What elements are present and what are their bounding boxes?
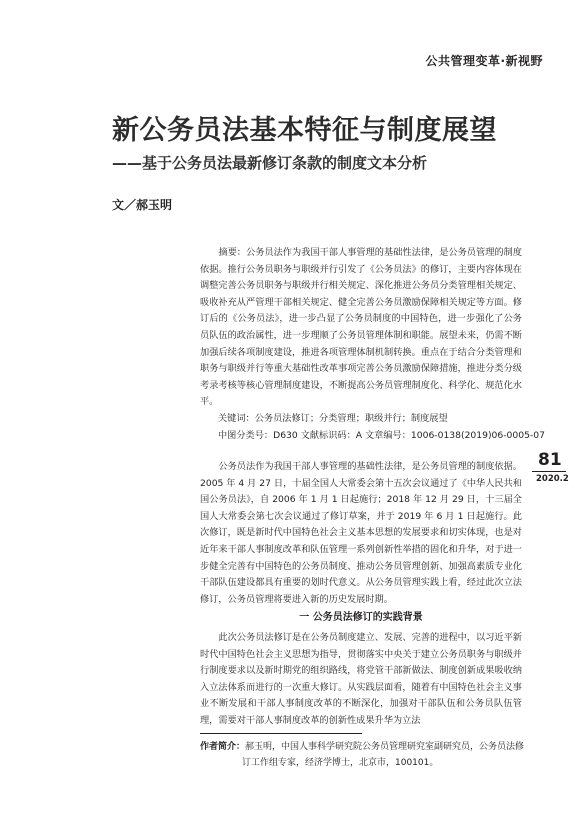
footnote-divider: [200, 733, 362, 734]
article-author: 文／郝玉明: [112, 198, 173, 212]
author-note-label: 作者简介：: [200, 742, 246, 752]
page-number: 81: [538, 450, 562, 470]
abstract-text: 摘要：公务员法作为我国干部人事管理的基础性法律，是公务员管理的制度依据。推行公务员职务与职级并行引发了《公务员法》的修订，主要内容体现在调整完善公务员职务与职级并行相关规定、深化推进公务员分类管理相关规定、吸收补充从严管理干部相关规定、健全完善公务员激励保障相关规定等方面。修订后的《公务员法》，进一步凸显了公务员制度的中国特色，进一步强化了公务员队伍的政治属性，进一步理顺了公务员管理体制和职能。展望未来，仍需不断加强后续各项制度建设，推进各项管理体制机制转换。重点在于结合分类管理和职务与职级并行等重大基础性改革事项完善公务员激励保障措施，推进分类分级考录考核等核心管理制度建设，不断提高公务员管理制度化、科学化、规范化水平。: [200, 247, 522, 408]
intro-paragraph: 公务员法作为我国干部人事管理的基础性法律，是公务员管理的制度依据。2005 年 4 月 27 日，十届全国人大常委会第十五次会议通过了《中华人民共和国公务员法》，自 2006 年 1 月 1 日起施行；2018 年 12 月 29 日，十三届全国人大常委会第七次会议通过了修订草案，并于 2019 年 6 月 1 日起施行。此次修订，既是新时代中国特色社会主义基本思想的发展要求和切实体现，也是对近年来干部人事制度改革和队伍管理一系列创新性举措的固化和升华，对于进一步健全完善有中国特色的公务员制度、推动公务员管理创新、加强高素质专业化干部队伍建设都具有重要的划时代意义。从公务员管理实践上看，经过此次立法修订，公务员管理将要进入新的历史发展时期。: [200, 461, 522, 605]
author-note: [200, 740, 530, 771]
section-paragraph: 此次公务员法修订是在公务员制度建立、发展、完善的进程中，以习近平新时代中国特色社会主义思想为指导，贯彻落实中央关于建立公务员职务与职级并行制度要求以及新时期党的组织路线，将党管干部新做法、制度创新成果吸收纳入立法体系而进行的一次重大修订。从实践层面看，随着有中国特色社会主义事业不断发展和干部人事制度改革的不断深化，加强对干部队伍和公务员队伍管理，需要对干部人事制度改革的创新性成果升华为立法: [200, 631, 522, 726]
keywords: 关键词：公务员法修订；分类管理；职级并行；制度展望: [218, 412, 448, 424]
issue-date: 2020.2: [536, 474, 569, 484]
column-header: 公共管理变革·新视野: [425, 54, 543, 68]
section-heading: 一 公务员法修订的实践背景: [299, 612, 423, 624]
author-note-line2: 订工作组专家，经济学博士，北京市，100101。: [242, 757, 439, 768]
abstract-block: [200, 245, 545, 444]
author-note-line1: 郝玉明，中国人事科学研究院公务员管理研究室副研究员，公务员法修: [245, 742, 525, 752]
classification-line: 中图分类号：D630 文献标识码：A 文章编号：1006-0138(2019)06-0005-07: [218, 429, 545, 441]
page-number-divider: [532, 471, 566, 472]
main-body: [200, 459, 522, 730]
article-title: 新公务员法基本特征与制度展望: [112, 115, 497, 146]
article-subtitle: ——基于公务员法最新修订条款的制度文本分析: [112, 154, 428, 172]
